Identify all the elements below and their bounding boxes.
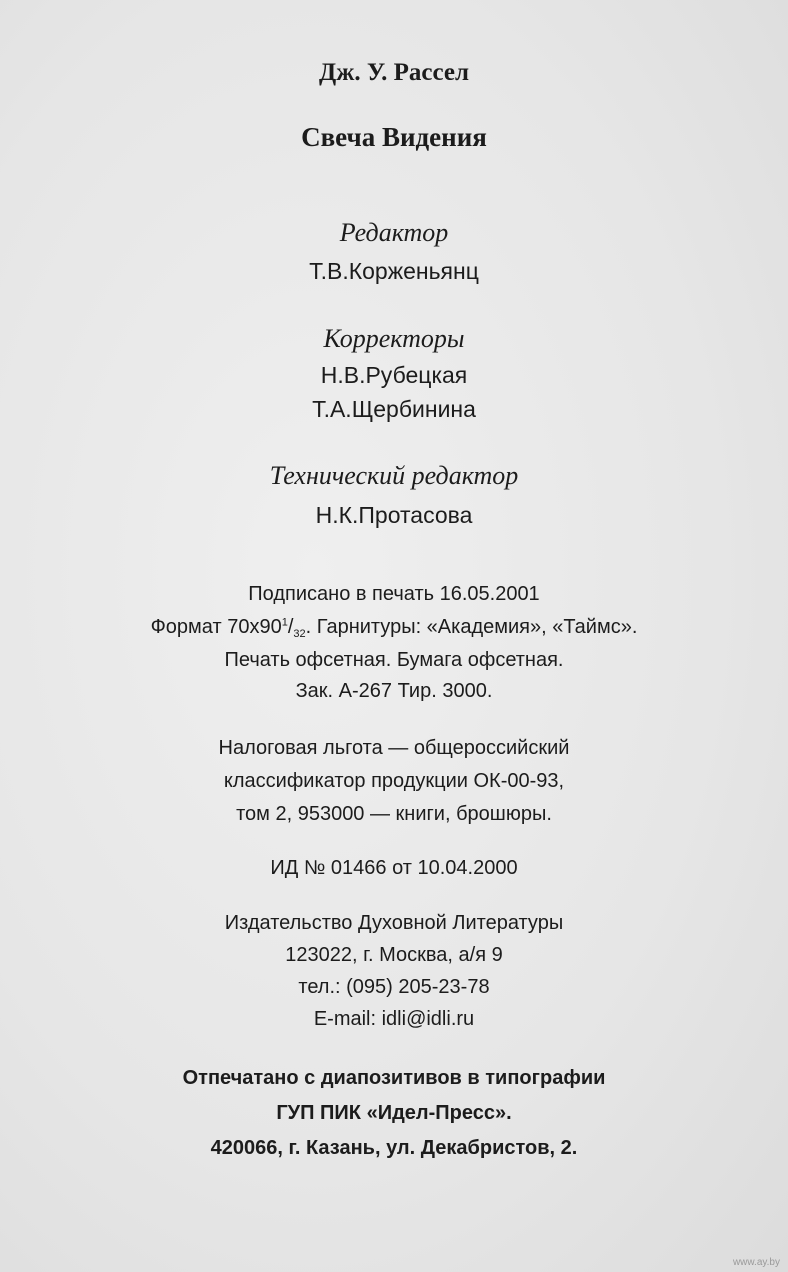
signed-to-print: Подписано в печать 16.05.2001 <box>248 583 540 605</box>
order-print-run: Зак. А-267 Тир. 3000. <box>295 680 493 702</box>
print-type: Печать офсетная. Бумага офсетная. <box>224 649 564 671</box>
watermark: www.ay.by <box>732 1257 780 1268</box>
format-suffix: . Гарнитуры: «Академия», «Таймс». <box>305 616 638 638</box>
publisher-name: Издательство Духовной Литературы <box>224 912 564 934</box>
format-prefix: Формат 70х90 <box>150 616 282 638</box>
book-title: Свеча Видения <box>301 122 487 152</box>
editor-name: Т.В.Корженьянц <box>309 258 479 284</box>
publisher-phone: тел.: (095) 205-23-78 <box>298 976 490 998</box>
tax-benefit-line-1: Налоговая льгота — общероссийский <box>218 737 570 759</box>
publisher-address: 123022, г. Москва, а/я 9 <box>285 944 503 966</box>
tech-editor-name: Н.К.Протасова <box>315 502 473 528</box>
format-fraction-denominator: 32 <box>293 627 306 640</box>
license-id: ИД № 01466 от 10.04.2000 <box>270 857 518 879</box>
correctors-label: Корректоры <box>323 324 465 353</box>
publisher-email: E-mail: idli@idli.ru <box>313 1008 475 1030</box>
editor-label: Редактор <box>339 218 449 247</box>
tech-editor-label: Технический редактор <box>269 461 519 490</box>
format-fraction-separator: / <box>287 616 294 638</box>
printed-by-line-3: 420066, г. Казань, ул. Декабристов, 2. <box>210 1137 578 1159</box>
corrector-name-2: Т.А.Щербинина <box>312 396 476 422</box>
format-fraction-numerator: 1 <box>281 616 288 629</box>
tax-benefit-line-3: том 2, 953000 — книги, брошюры. <box>236 803 552 825</box>
printed-by-line-1: Отпечатано с диапозитивов в типографии <box>182 1067 606 1089</box>
tax-benefit-line-2: классификатор продукции ОК-00-93, <box>223 770 565 792</box>
corrector-name-1: Н.В.Рубецкая <box>320 362 468 388</box>
printed-by-line-2: ГУП ПИК «Идел-Пресс». <box>276 1102 512 1124</box>
author-name: Дж. У. Рассел <box>319 59 469 86</box>
format-line <box>0 617 788 640</box>
